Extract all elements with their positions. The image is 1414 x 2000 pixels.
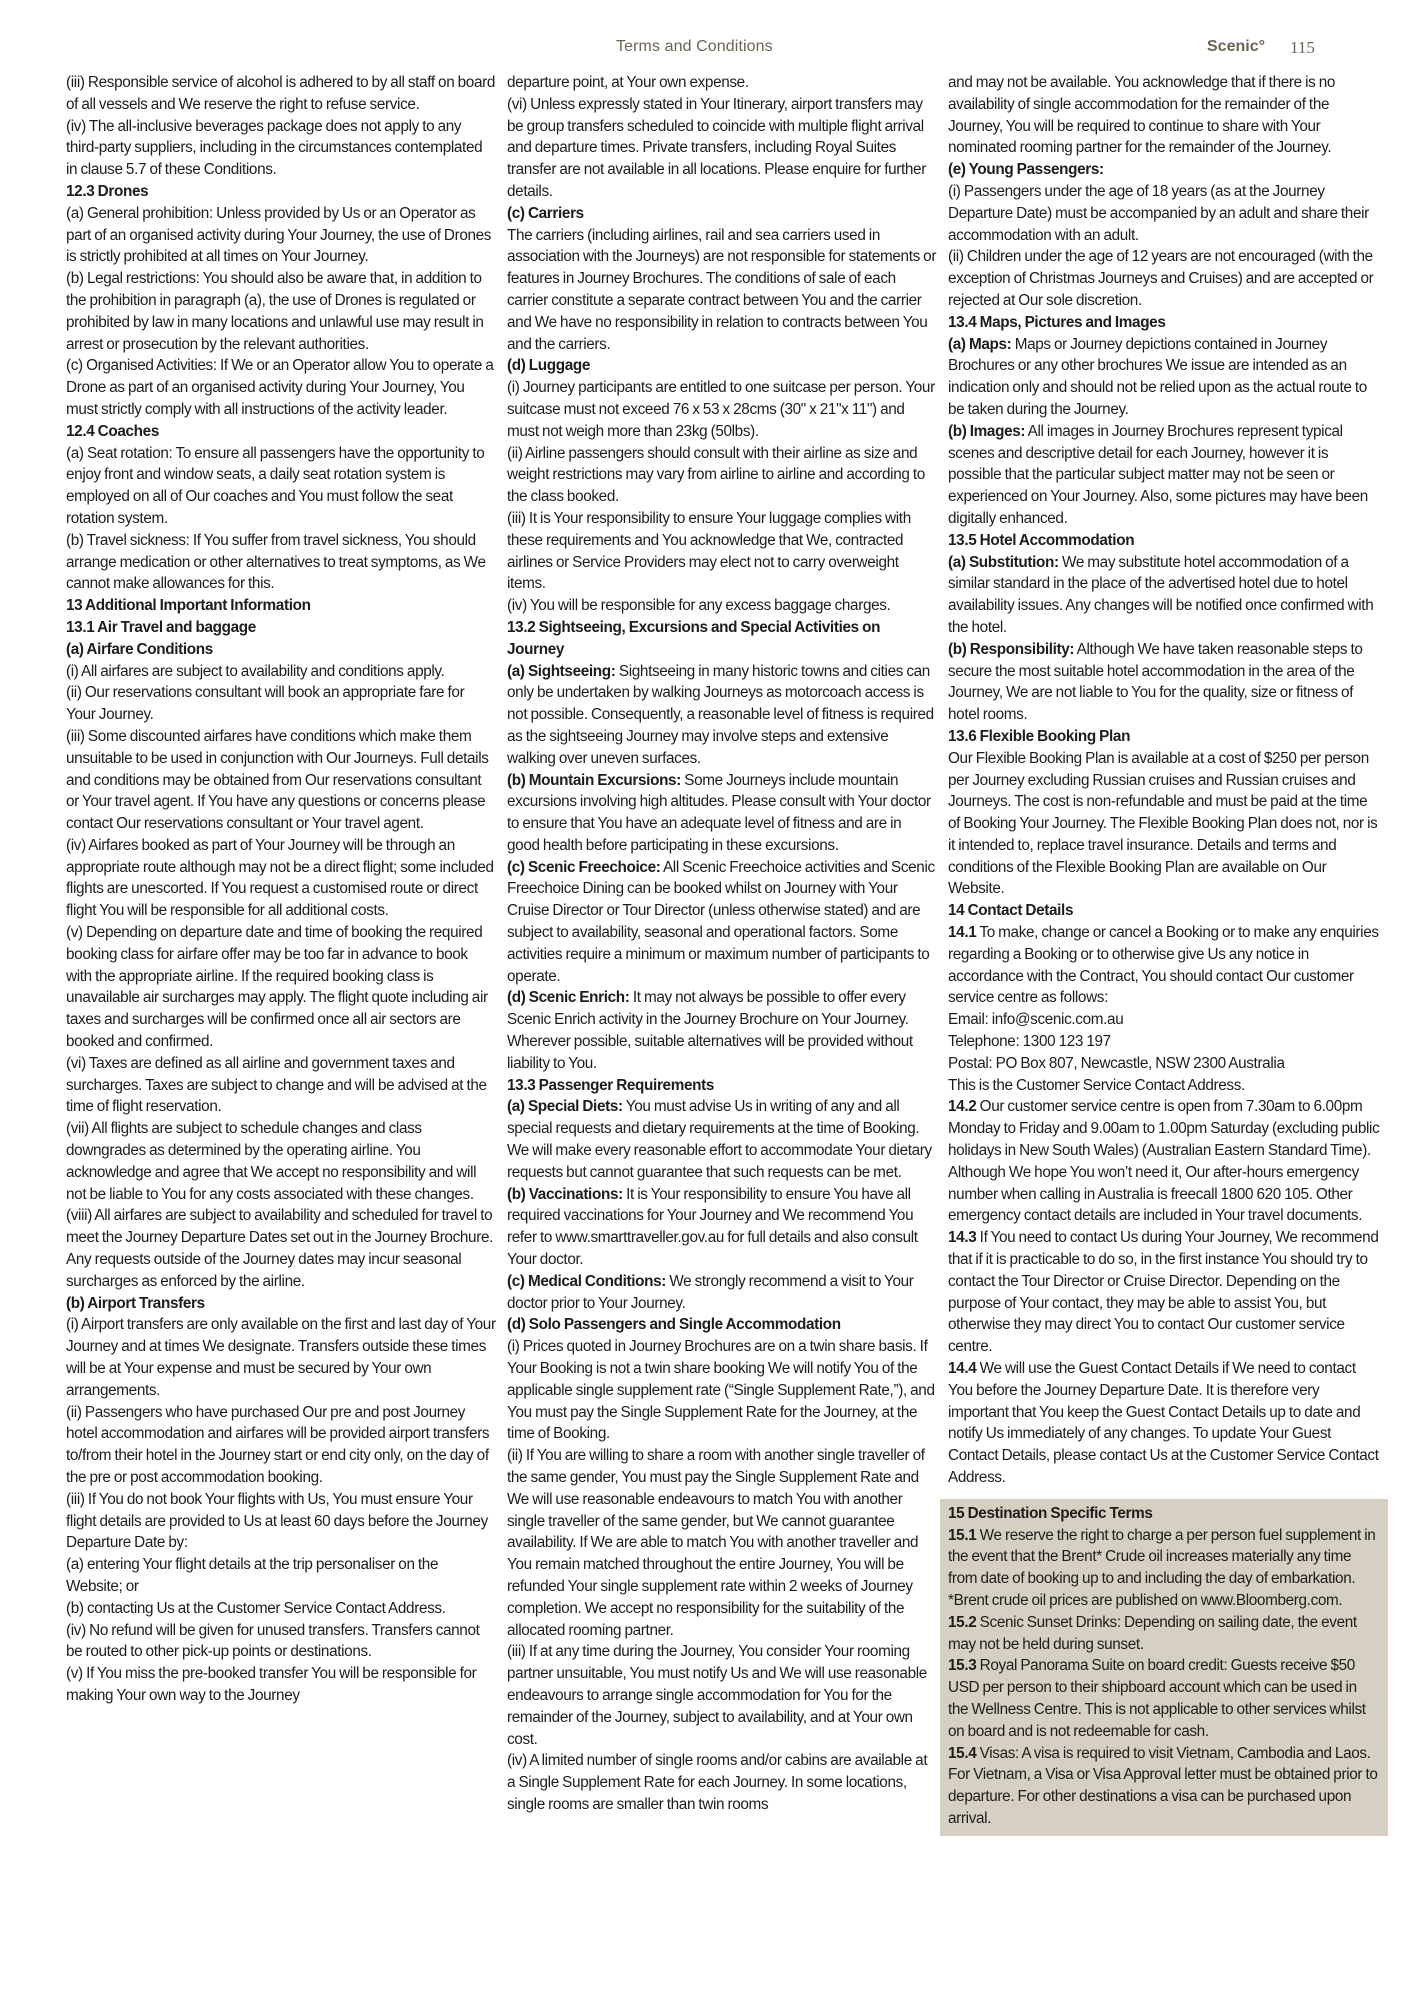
- paragraph: [507, 377, 937, 442]
- body-text: (ii) Passengers who have purchased Our pre and post Journey hotel accommodation and airfares will be provided airport transfers to/from their hotel in the Journey start or end city only, on the day of the pre or post accommodation booking.: [66, 1403, 490, 1486]
- bold-lead: 15.4: [948, 1744, 977, 1762]
- paragraph: [66, 1402, 496, 1489]
- paragraph: [507, 661, 937, 770]
- paragraph: [507, 225, 937, 356]
- bold-lead: 12.3 Drones: [66, 182, 149, 200]
- bold-lead: (b) Images:: [948, 422, 1026, 440]
- body-text: The carriers (including airlines, rail and sea carriers used in association with the Journeys) are not responsible for statements or features in Journey Brochures. The conditions of sale of each carrier constitute a separate contract between You and the carrier and We have no responsibility in relation to contracts between You and the carriers.: [507, 226, 937, 353]
- body-text: (iii) If You do not book Your flights with Us, You must ensure Your flight details are provided to Us at least 60 days before the Journey Departure Date by:: [66, 1490, 488, 1552]
- bold-lead: (a) Substitution:: [948, 553, 1059, 571]
- bold-lead: 15.2: [948, 1613, 977, 1631]
- body-text: (i) Airport transfers are only available on the first and last day of Your Journey and at times We designate. Transfers outside these times will be at Your expense and must be secured by Your own arrangements.: [66, 1316, 496, 1399]
- bold-lead: (a) Maps:: [948, 335, 1012, 353]
- body-text: Our customer service centre is open from 7.30am to 6.00pm Monday to Friday and 9.00am to 1.00pm Saturday (excluding public holidays in New South Wales) (Australian Eastern Standard Time). Although We hope You won’t need it, Our after-hours emergency number when calling in Australia is freecall 1800 620 105. Other emergency contact details are included in Your travel documents.: [948, 1098, 1380, 1225]
- section-heading: [948, 159, 1380, 181]
- paragraph: [507, 94, 937, 203]
- paragraph: [948, 1612, 1380, 1656]
- page-header: [0, 38, 1414, 62]
- body-text: (iii) It is Your responsibility to ensure Your luggage complies with these requirements and You acknowledge that We, contracted airlines or Service Providers may elect not to carry overweight items.: [507, 509, 911, 593]
- bold-lead: (d) Scenic Enrich:: [507, 989, 630, 1007]
- page-number: 115: [1290, 38, 1315, 57]
- paragraph: [66, 726, 496, 835]
- paragraph: [948, 246, 1380, 311]
- paragraph: [66, 1118, 496, 1205]
- section-heading: [66, 1293, 496, 1315]
- body-text: (iv) Airfares booked as part of Your Journey will be through an appropriate route although may not be a direct flight; some included flights are unescorted. If You request a customised route or direct flight You will be responsible for all additional costs.: [66, 836, 494, 920]
- paragraph: [66, 203, 496, 268]
- paragraph: [507, 1271, 937, 1315]
- paragraph: [66, 682, 496, 726]
- paragraph: [948, 72, 1380, 159]
- paragraph: [66, 1598, 496, 1620]
- bold-lead: (b) Vaccinations:: [507, 1185, 623, 1203]
- bold-lead: 13.3 Passenger Requirements: [507, 1076, 715, 1094]
- body-text: Sightseeing in many historic towns and cities can only be undertaken by walking Journeys as motorcoach access is not possible. Consequently, a reasonable level of fitness is required as the sightseeing Journey may involve steps and extensive walking over uneven surfaces.: [507, 662, 934, 767]
- body-text: (ii) Our reservations consultant will book an appropriate fare for Your Journey.: [66, 684, 465, 724]
- body-text: (b) contacting Us at the Customer Service Contact Address.: [66, 1599, 446, 1617]
- body-text: Email: info@scenic.com.au: [948, 1011, 1124, 1029]
- paragraph: [948, 552, 1380, 639]
- paragraph: [948, 1358, 1380, 1489]
- bold-lead: (b) Airport Transfers: [66, 1294, 205, 1312]
- bold-lead: 14.2: [948, 1098, 977, 1116]
- body-text: (vi) Taxes are defined as all airline and government taxes and surcharges. Taxes are subject to change and will be advised at the time of flight reservation.: [66, 1054, 487, 1116]
- bold-lead: 13.5 Hotel Accommodation: [948, 531, 1135, 549]
- section-heading: [507, 355, 937, 377]
- body-text: We will use the Guest Contact Details if We need to contact You before the Journey Departure Date. It is therefore very important that You keep the Guest Contact Details up to date and notify Us immediately of any changes. To update Your Guest Contact Details, please contact Us at the Customer Service Contact Address.: [948, 1360, 1379, 1486]
- bold-lead: (c) Carriers: [507, 204, 584, 222]
- bold-lead: (d) Solo Passengers and Single Accommodation: [507, 1316, 841, 1334]
- bold-lead: 14.4: [948, 1360, 977, 1378]
- section-heading: [948, 312, 1380, 334]
- paragraph: [66, 1053, 496, 1118]
- paragraph: [66, 1314, 496, 1401]
- body-text: departure point, at Your own expense.: [507, 74, 749, 91]
- bold-lead: 13.4 Maps, Pictures and Images: [948, 313, 1166, 331]
- body-text: (iv) No refund will be given for unused transfers. Transfers cannot be routed to other pick-up points or destinations.: [66, 1621, 480, 1661]
- body-text: (iv) The all-inclusive beverages package does not apply to any third-party suppliers, including in the circumstances contemplated in clause 5.7 of these Conditions.: [66, 117, 483, 179]
- paragraph: [507, 72, 937, 94]
- section-heading: [948, 900, 1380, 922]
- body-text: (iv) You will be responsible for any excess baggage charges.: [507, 597, 891, 615]
- bold-lead: (c) Medical Conditions:: [507, 1272, 667, 1290]
- paragraph: [507, 1750, 937, 1815]
- bold-lead: (d) Luggage: [507, 357, 591, 375]
- paragraph: [948, 334, 1380, 421]
- bold-lead: 14 Contact Details: [948, 902, 1074, 920]
- body-text: (i) All airfares are subject to availability and conditions apply.: [66, 662, 445, 680]
- section-heading: [66, 595, 496, 617]
- body-text: (viii) All airfares are subject to availability and scheduled for travel to meet the Journey Departure Dates set out in the Journey Brochure. Any requests outside of the Journey dates may incur seasonal surcharges as enforced by the airline.: [66, 1207, 494, 1290]
- paragraph: [507, 1336, 937, 1445]
- paragraph: [948, 748, 1380, 901]
- body-text: (c) Organised Activities: If We or an Operator allow You to operate a Drone as part of an organised activity during Your Journey, You must strictly comply with all instructions of the activity leader.: [66, 357, 494, 418]
- body-text: (i) Passengers under the age of 18 years (as at the Journey Departure Date) must be accompanied by an adult and share their accommodation with an adult.: [948, 182, 1369, 244]
- paragraph: [948, 1075, 1380, 1097]
- bold-lead: (c) Scenic Freechoice:: [507, 858, 661, 876]
- paragraph: [507, 1184, 937, 1271]
- brand-logo: Scenic°: [1207, 38, 1265, 55]
- paragraph: [66, 530, 496, 595]
- section-heading: [948, 726, 1380, 748]
- body-text: All images in Journey Brochures represent typical scenes and descriptive detail for each Journey, however it is possible that the particular subject matter may not be seen or experienced on Your Journey. Also, some pictures may have been digitally enhanced.: [948, 422, 1368, 527]
- body-text: (iii) Some discounted airfares have conditions which make them unsuitable to be used in conjunction with Our Journeys. Full details and conditions may be obtained from Our reservations consultant or Your travel agent. If You have any questions or concerns please contact Our reservations consultant or Your travel agent.: [66, 727, 489, 833]
- body-text: (v) Depending on departure date and time of booking the required booking class for airfare offer may be too far in advance to book with the appropriate airline. If the required booking class is unavailable air surcharges may apply. The flight quote including air taxes and surcharges will be confirmed once all air sectors are booked and confirmed.: [66, 924, 488, 1051]
- paragraph: [948, 639, 1380, 726]
- bold-lead: 12.4 Coaches: [66, 422, 159, 440]
- bold-lead: 13 Additional Important Information: [66, 597, 311, 615]
- paragraph: [948, 1009, 1380, 1031]
- paragraph: [948, 1031, 1380, 1053]
- text-column-3: [948, 72, 1380, 1836]
- body-text: This is the Customer Service Contact Address.: [948, 1076, 1245, 1094]
- body-text: Although We have taken reasonable steps to secure the most suitable hotel accommodation in the area of the Journey, We are not liable to You for the quality, size or fitness of hotel rooms.: [948, 640, 1363, 724]
- section-heading: [66, 181, 496, 203]
- body-text: (vi) Unless expressly stated in Your Itinerary, airport transfers may be group transfers scheduled to coincide with multiple flight arrival and departure times. Private transfers, including Royal Suites transfer are not available in all locations. Please enquire for further details.: [507, 95, 926, 200]
- paragraph: [507, 1641, 937, 1750]
- paragraph: [507, 443, 937, 508]
- paragraph: [66, 1663, 496, 1707]
- paragraph: [507, 1445, 937, 1641]
- body-text: We may substitute hotel accommodation of a similar standard in the place of the advertised hotel due to hotel availability issues. Any changes will be notified once confirmed with the hotel.: [948, 553, 1374, 636]
- body-text: (i) Journey participants are entitled to one suitcase per person. Your suitcase must not exceed 76 x 53 x 28cms (30" x 21"x 11") and must not weigh more than 23kg (50lbs).: [507, 379, 935, 440]
- paragraph: [66, 72, 496, 116]
- paragraph: [507, 1096, 937, 1183]
- body-text: (vii) All flights are subject to schedule changes and class downgrades as determined by the operating airline. You acknowledge and agree that We accept no responsibility and will not be liable to You for any costs associated with these changes.: [66, 1120, 477, 1203]
- body-text: (iv) A limited number of single rooms and/or cabins are available at a Single Supplement Rate for each Journey. In some locations, single rooms are smaller than twin rooms: [507, 1752, 928, 1813]
- paragraph: [948, 1655, 1380, 1742]
- body-text: (a) entering Your flight details at the trip personaliser on the Website; or: [66, 1556, 439, 1595]
- paragraph: [507, 770, 937, 857]
- body-text: (a) Seat rotation: To ensure all passengers have the opportunity to enjoy front and window seats, a daily seat rotation system is employed on all of Our coaches and You must follow the seat rotation system.: [66, 444, 485, 527]
- paragraph: [507, 595, 937, 617]
- paragraph: [66, 1554, 496, 1598]
- body-text: All Scenic Freechoice activities and Scenic Freechoice Dining can be booked whilst on Journey with Your Cruise Director or Tour Director (unless otherwise stated) and are subject to availability, seasonal and operational factors. Some activities require a minimum or maximum number of participants to operate.: [507, 858, 935, 985]
- body-text: (iii) Responsible service of alcohol is adhered to by all staff on board of all vessels and We reserve the right to refuse service.: [66, 74, 496, 113]
- paragraph: [948, 421, 1380, 530]
- body-text: (a) General prohibition: Unless provided by Us or an Operator as part of an organised activity during Your Journey, the use of Drones is strictly prohibited at all times on Your Journey.: [66, 204, 492, 266]
- bold-lead: (b) Mountain Excursions:: [507, 771, 681, 789]
- paragraph: [948, 1053, 1380, 1075]
- paragraph: [66, 116, 496, 181]
- paragraph: [66, 1205, 496, 1292]
- bold-lead: 13.1 Air Travel and baggage: [66, 618, 256, 636]
- paragraph: [948, 1227, 1380, 1358]
- paragraph: [948, 922, 1380, 1009]
- body-text: (ii) If You are willing to share a room with another single traveller of the same gender, You must pay the Single Supplement Rate and We will use reasonable endeavours to match You with another single traveller of the same gender, but We cannot guarantee availability. If We are able to match You with another traveller and You remain matched throughout the entire Journey, You will be refunded Your single supplement rate within 2 weeks of Journey completion. We accept no responsibility for the suitability of the allocated rooming partner.: [507, 1447, 925, 1639]
- bold-lead: 15.3: [948, 1657, 977, 1675]
- paragraph: [66, 922, 496, 1053]
- body-text: To make, change or cancel a Booking or to make any enquiries regarding a Booking or to otherwise give Us any notice in accordance with the Contract, You should contact Our customer service centre as follows:: [948, 924, 1379, 1007]
- text-column-2: [507, 72, 937, 1816]
- body-text: You must advise Us in writing of any and all special requests and dietary requirements at the time of Booking. We will make every reasonable effort to accommodate Your dietary requests but cannot guarantee that such requests can be met.: [507, 1098, 932, 1181]
- section-heading: [948, 530, 1380, 552]
- body-text: Our Flexible Booking Plan is available at a cost of $250 per person per Journey excluding Russian cruises and Russian cruises and Journeys. The cost is non-refundable and must be paid at the time of Booking Your Journey. The Flexible Booking Plan does not, nor is it intended to, replace travel insurance. Details and terms and conditions of the Flexible Booking Plan are available on Our Website.: [948, 749, 1378, 898]
- body-text: It may not always be possible to offer every Scenic Enrich activity in the Journey Brochure on Your Journey. Wherever possible, suitable alternatives will be provided without liability to You.: [507, 989, 913, 1072]
- body-text: (b) Travel sickness: If You suffer from travel sickness, You should arrange medication or other alternatives to treat symptoms, as We cannot make allowances for this.: [66, 531, 486, 593]
- body-text: and may not be available. You acknowledge that if there is no availability of single accommodation for the remainder of the Journey, You will be required to continue to share with Your nominated rooming partner for the remainder of the Journey.: [948, 74, 1336, 157]
- section-heading: [507, 617, 937, 661]
- body-text: Telephone: 1300 123 197: [948, 1033, 1111, 1051]
- paragraph: [66, 1489, 496, 1554]
- body-text: Visas: A visa is required to visit Vietnam, Cambodia and Laos. For Vietnam, a Visa or Visa Approval letter must be obtained prior to departure. For other destinations a visa can be purchased upon arrival.: [948, 1744, 1378, 1827]
- text-column-1: [66, 72, 496, 1707]
- section-heading: [948, 1503, 1380, 1525]
- paragraph: [66, 355, 496, 420]
- paragraph: [948, 181, 1380, 246]
- bold-lead: 13.6 Flexible Booking Plan: [948, 727, 1131, 745]
- section-heading: [507, 1075, 937, 1097]
- body-text: Postal: PO Box 807, Newcastle, NSW 2300 Australia: [948, 1054, 1285, 1072]
- body-text: (iii) If at any time during the Journey, You consider Your rooming partner unsuitable, You must notify Us and We will use reasonable endeavours to arrange single accommodation for You for the remainder of the Journey, subject to availability, and at Your own cost.: [507, 1643, 927, 1748]
- bold-lead: (a) Special Diets:: [507, 1098, 623, 1116]
- body-text: Some Journeys include mountain excursions involving high altitudes. Please consult with Your doctor to ensure that You have an adequate level of fitness and are in good health before participating in these excursions.: [507, 771, 931, 854]
- destination-specific-terms-box: [940, 1499, 1388, 1836]
- bold-lead: (e) Young Passengers:: [948, 161, 1104, 179]
- paragraph: [948, 1525, 1380, 1612]
- body-text: (v) If You miss the pre-booked transfer You will be responsible for making Your own way to the Journey: [66, 1665, 477, 1704]
- section-heading: [66, 617, 496, 639]
- bold-lead: (b) Responsibility:: [948, 640, 1075, 658]
- paragraph: [507, 857, 937, 988]
- paragraph: [66, 268, 496, 355]
- paragraph: [66, 661, 496, 683]
- body-text: (ii) Airline passengers should consult with their airline as size and weight restrictions may vary from airline to airline and according to the class booked.: [507, 444, 925, 506]
- body-text: If You need to contact Us during Your Journey, We recommend that if it is practicable to do so, in the first instance You should try to contact the Tour Director or Cruise Director. Depending on the purpose of Your contact, they may be able to assist You, but otherwise they may direct You to contact Our customer service centre.: [948, 1229, 1379, 1356]
- body-text: Maps or Journey depictions contained in Journey Brochures or any other brochures We issue are intended as an indication only and should not be relied upon as the actual route to be taken during the Journey.: [948, 335, 1367, 418]
- section-heading: [507, 203, 937, 225]
- body-text: Royal Panorama Suite on board credit: Guests receive $50 USD per person to their shipboard account which can be used in the Wellness Centre. This is not applicable to other services whilst on board and is not redeemable for cash.: [948, 1657, 1366, 1740]
- bold-lead: 14.3: [948, 1229, 977, 1247]
- section-heading: [507, 1314, 937, 1336]
- section-heading: [66, 421, 496, 443]
- body-text: (i) Prices quoted in Journey Brochures are on a twin share basis. If Your Booking is not a twin share booking We will notify You of the applicable single supplement rate (“Single Supplement Rate,”), and You must pay the Single Supplement Rate for the Journey, at the time of Booking.: [507, 1338, 935, 1443]
- paragraph: [66, 1620, 496, 1664]
- paragraph: [66, 835, 496, 922]
- body-text: We strongly recommend a visit to Your doctor prior to Your Journey.: [507, 1272, 914, 1312]
- section-heading: [66, 639, 496, 661]
- bold-lead: 14.1: [948, 924, 977, 942]
- body-text: Scenic Sunset Drinks: Depending on sailing date, the event may not be held during sunset.: [948, 1613, 1357, 1653]
- paragraph: [948, 1743, 1380, 1830]
- paragraph: [507, 987, 937, 1074]
- body-text: (ii) Children under the age of 12 years are not encouraged (with the exception of Christmas Journeys and Cruises) and are accepted or rejected at Our sole discretion.: [948, 248, 1374, 309]
- running-title: Terms and Conditions: [616, 38, 773, 55]
- bold-lead: 15 Destination Specific Terms: [948, 1504, 1153, 1522]
- paragraph: [507, 508, 937, 595]
- bold-lead: 15.1: [948, 1526, 977, 1544]
- bold-lead: 13.2 Sightseeing, Excursions and Special Activities on Journey: [507, 618, 881, 658]
- bold-lead: (a) Sightseeing:: [507, 662, 616, 680]
- body-text: It is Your responsibility to ensure You have all required vaccinations for Your Journey and We recommend You refer to www.smarttraveller.gov.au for full details and also consult Your doctor.: [507, 1185, 918, 1269]
- bold-lead: (a) Airfare Conditions: [66, 640, 213, 658]
- paragraph: [948, 1096, 1380, 1227]
- body-text: (b) Legal restrictions: You should also be aware that, in addition to the prohibition in paragraph (a), the use of Drones is regulated or prohibited by law in many locations and unlawful use may result in arrest or prosecution by the relevant authorities.: [66, 270, 484, 353]
- paragraph: [66, 443, 496, 530]
- column-3-body: [948, 72, 1380, 1489]
- body-text: We reserve the right to charge a per person fuel supplement in the event that the Brent* Crude oil increases materially any time from date of booking up to and including the day of embarkation. *Brent crude oil prices are published on www.Bloomberg.com.: [948, 1526, 1376, 1609]
